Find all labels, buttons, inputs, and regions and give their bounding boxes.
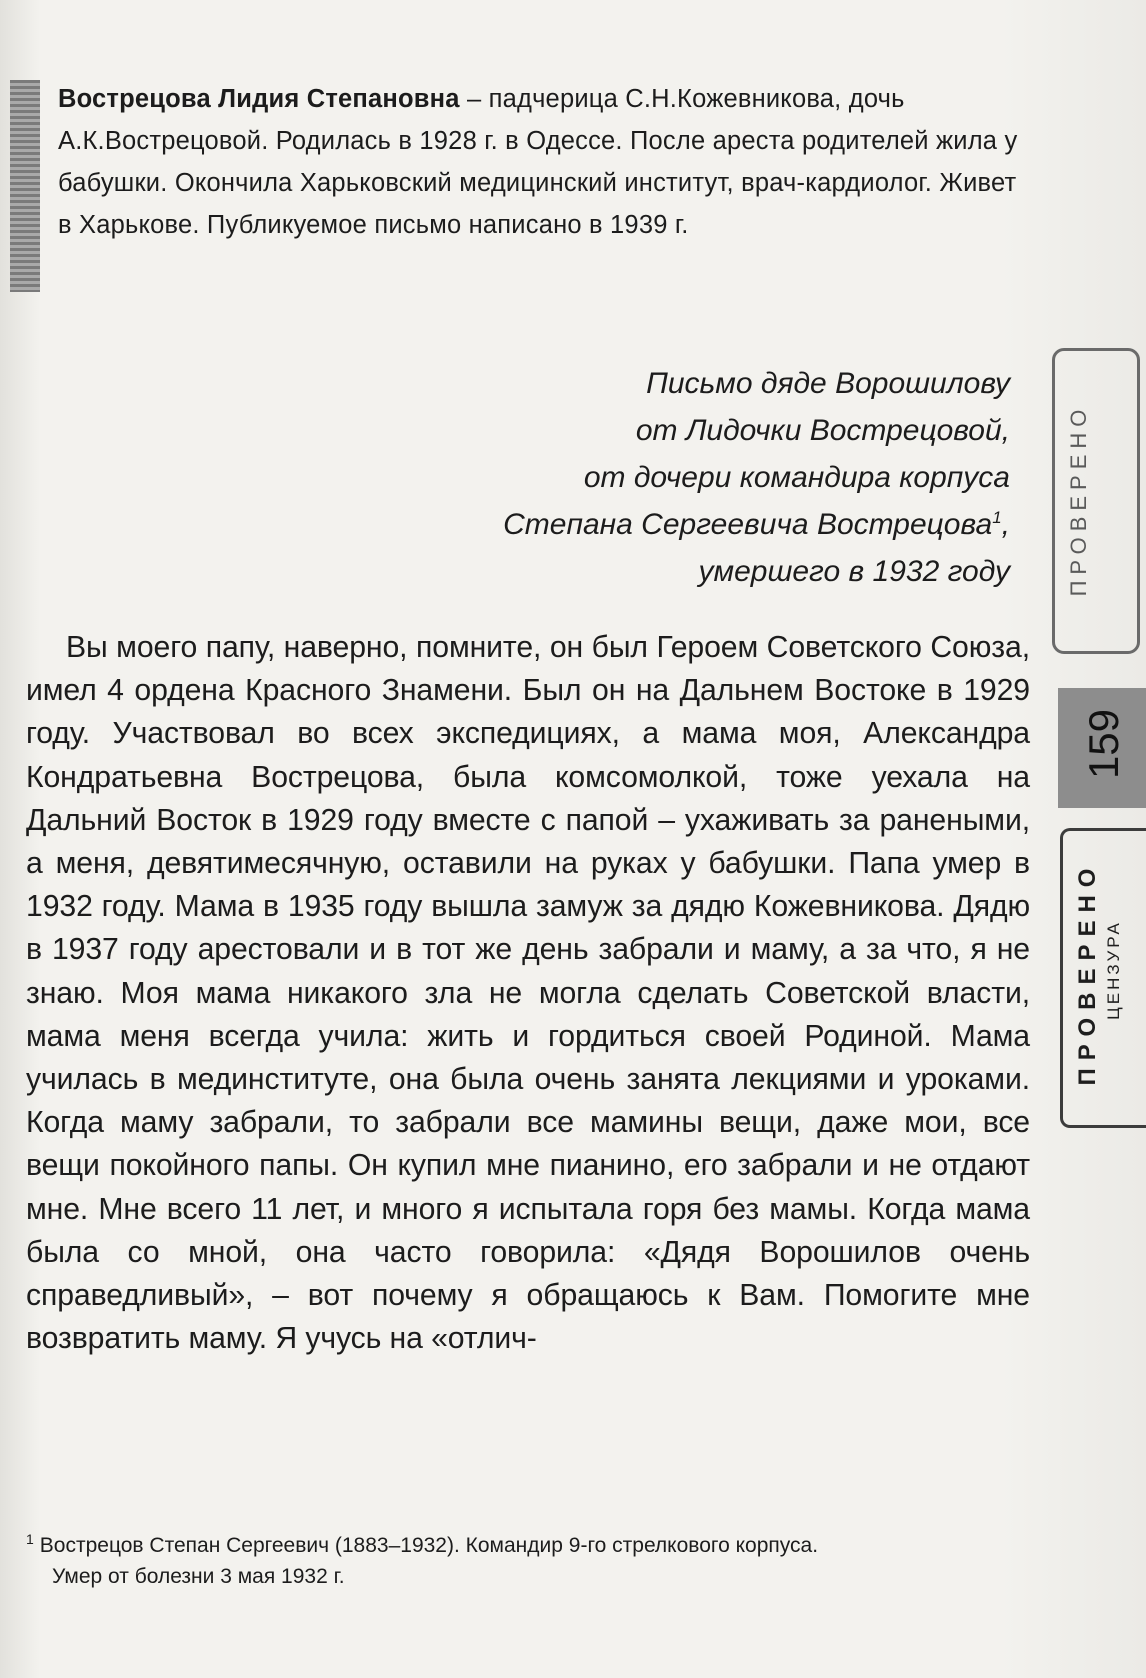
censor-stamp-sub-text: ЦЕНЗУРА [1104,920,1123,1020]
letter-title-comma: , [1001,508,1010,541]
censor-stamp [1060,828,1146,1128]
footnote-line: Вострецов Степан Сергеевич (1883–1932). Командир 9-го стрелкового корпуса. [39,1534,819,1557]
letter-title-name: Степана Сергеевича Вострецова [503,508,993,541]
footnote [26,1524,1036,1592]
letter-title-line: от Лидочки Вострецовой, [635,414,1010,447]
footnote-mark: 1 [992,508,1002,527]
bio-marker-bar [10,80,40,292]
bio-name: Вострецова Лидия Степановна [58,85,460,113]
letter-title-line: Письмо дяде Ворошилову [646,367,1010,400]
letter-title-line: умершего в 1932 году [698,555,1010,588]
page-number: 159 [1080,708,1127,780]
censor-stamp-main-text: ПРОВЕРЕНО [1074,860,1101,1086]
letter-title-line: от дочери командира корпуса [583,461,1010,494]
censor-stamp-faded-text: ПРОВЕРЕНО [1066,403,1091,597]
footnote-number: 1 [26,1531,34,1547]
letter-title [380,360,1010,595]
letter-body: Вы моего папу, наверно, помните, он был Героем Советского Союза, имел 4 ордена Красного Знамени. Был он на Дальнем Востоке в 1929 году. Участвовал во всех экспедициях, а мама моя, Александра Кондратьевна Вострецова, была комсомолкой, тоже уехала на Дальний Восток в 1929 году вместе с папой – ухаживать за ранеными, а меня, девятимесячную, оставили на руках у бабушки. Папа умер в 1932 году. Мама в 1935 году вышла замуж за дядю Кожевникова. Дядю в 1937 году арестовали и в тот же день забрали и маму, а за что, я не знаю. Моя мама никакого зла не могла сделать Советской власти, мама меня всегда учила: жить и гордиться своей Родиной. Мама училась в мединституте, она была очень занята лекциями и уроками. Когда маму забрали, то забрали все мамины вещи, даже мои, все вещи покойного папы. Он купил мне пианино, его забрали и не отдают мне. Мне всего 11 лет, и много я испытала горя без мамы. Когда мама была со мной, она часто говорила: «Дядя Ворошилов очень справедливый», – вот почему я обращаюсь к Вам. Помогите мне возвратить маму. Я учусь на «отлич- [26,631,1030,1356]
bio-paragraph [58,78,1018,246]
letter-title-line [380,501,1010,548]
footnote-line: Умер от болезни 3 мая 1932 г. [52,1565,345,1588]
bio-text: – падчерица С.Н.Кожевникова, дочь А.К.Вострецовой. Родилась в 1928 г. в Одессе. После ареста родителей жила у бабушки. Окончила Харьковский медицинский институт, врач-кардиолог. Живет в Харькове. Публикуемое письмо написано в 1939 г. [58,85,1018,239]
